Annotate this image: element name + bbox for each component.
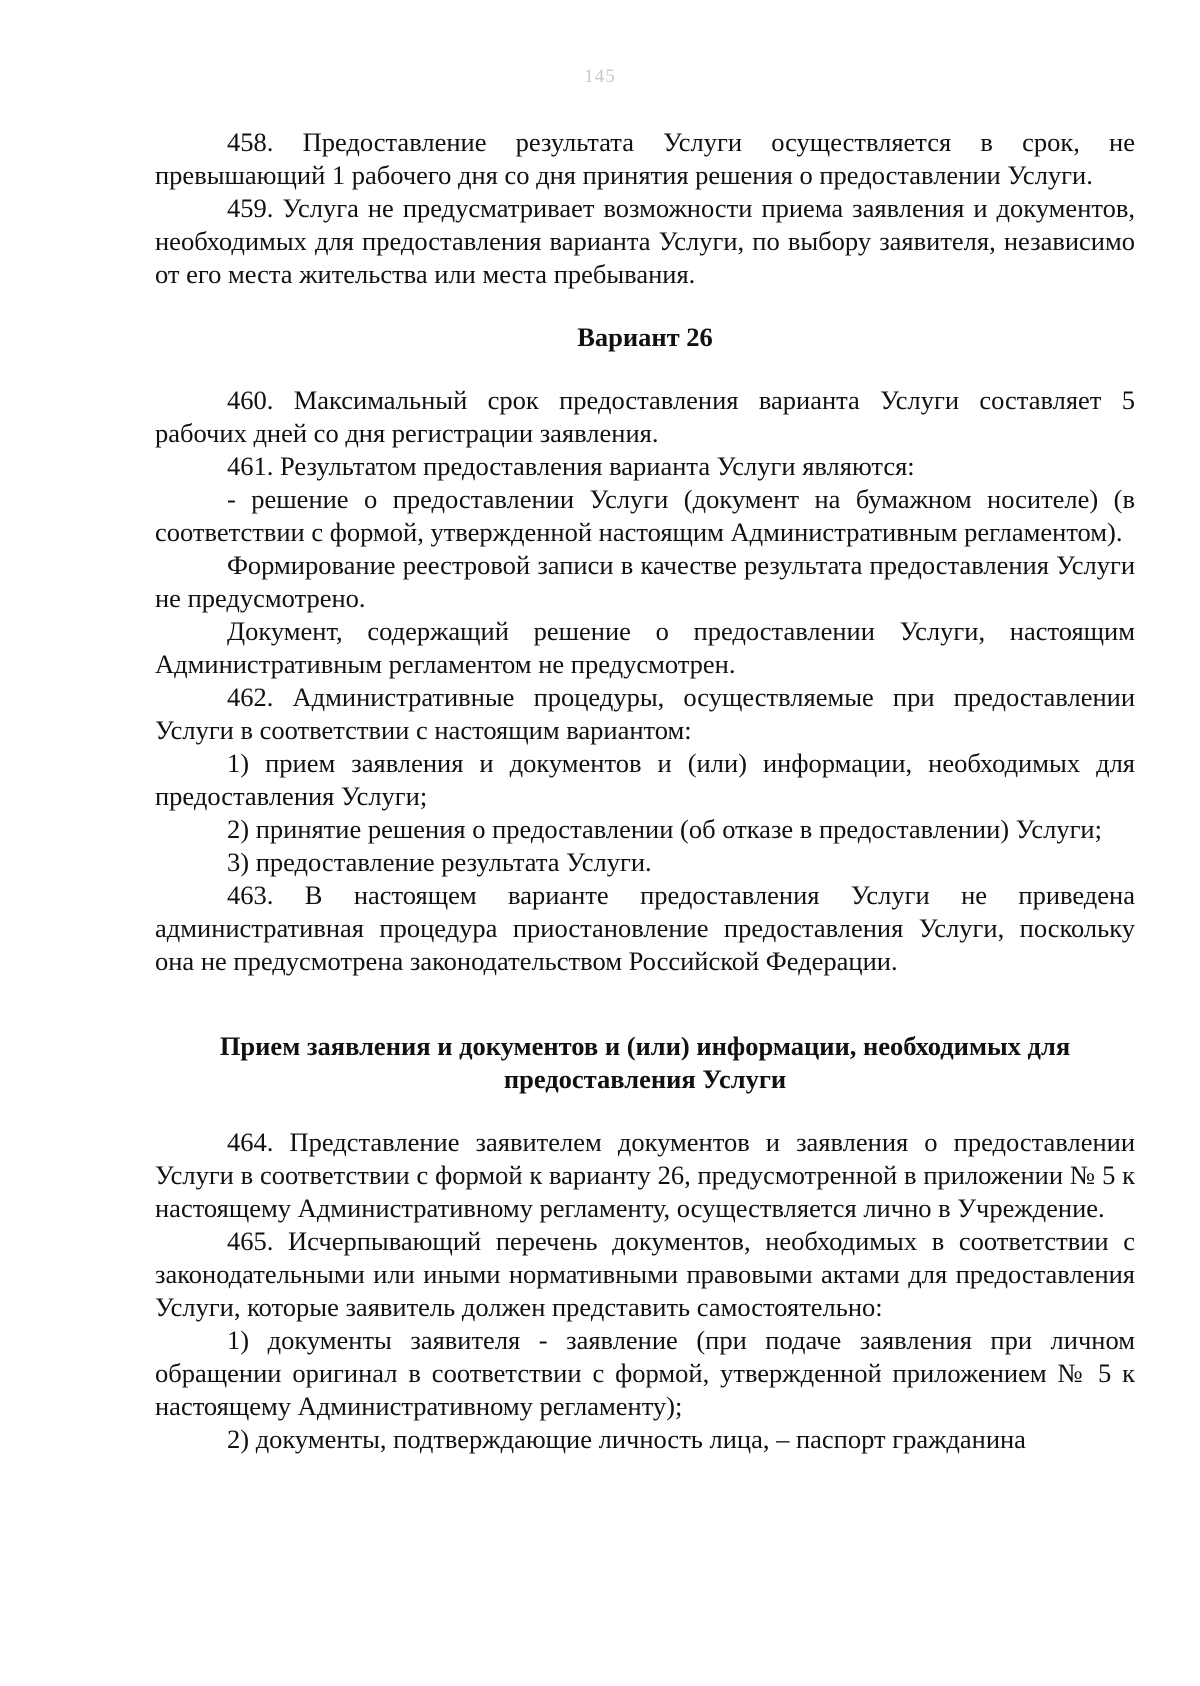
paragraph-464: 464. Представление заявителем документов и заявления о предоставлении Услуги в соответствии с формой к варианту 26, предусмотренной в приложении № 5 к настоящему Административному регламенту, осуществляется лично в Учреждение. (155, 1127, 1135, 1223)
paragraph-458: 458. Предоставление результата Услуги осуществляется в срок, не превышающий 1 рабочего дня со дня принятия решения о предоставлении Услуги. (155, 127, 1135, 190)
paragraph-465: 465. Исчерпывающий перечень документов, необходимых в соответствии с законодательными или иными нормативными правовыми актами для предоставления Услуги, которые заявитель должен представить самостоятельно: (155, 1226, 1135, 1322)
document-body (155, 126, 1135, 1456)
list-item-462-1: 1) прием заявления и документов и (или) информации, необходимых для предоставления Услуги; (155, 748, 1135, 811)
variant-heading: Вариант 26 (577, 322, 713, 352)
paragraph-463: 463. В настоящем варианте предоставления Услуги не приведена административная процедура приостановление предоставления Услуги, поскольку она не предусмотрена законодательством Российской Федерации. (155, 880, 1135, 976)
paragraph-462: 462. Административные процедуры, осуществляемые при предоставлении Услуги в соответствии с настоящим вариантом: (155, 682, 1135, 745)
paragraph-459: 459. Услуга не предусматривает возможности приема заявления и документов, необходимых для предоставления варианта Услуги, по выбору заявителя, независимо от его места жительства или места пребывания. (155, 193, 1135, 289)
paragraph-461: 461. Результатом предоставления варианта Услуги являются: (227, 451, 915, 481)
list-item-462-3: 3) предоставление результата Услуги. (227, 847, 652, 877)
section-heading-line-1: Прием заявления и документов и (или) информации, необходимых для (219, 1031, 1071, 1061)
section-heading (155, 1030, 1135, 1096)
paragraph-461-result: - решение о предоставлении Услуги (документ на бумажном носителе) (в соответствии с формой, утвержденной настоящим Административным регламентом). (155, 484, 1135, 547)
list-item-465-1: 1) документы заявителя - заявление (при подаче заявления при личном обращении оригинал в соответствии с формой, утвержденной приложением № 5 к настоящему Административному регламенту); (155, 1325, 1135, 1421)
paragraph-460: 460. Максимальный срок предоставления варианта Услуги составляет 5 рабочих дней со дня регистрации заявления. (155, 385, 1135, 448)
section-heading-line-2: предоставления Услуги (503, 1064, 787, 1094)
paragraph-registry-record: Формирование реестровой записи в качестве результата предоставления Услуги не предусмотрено. (155, 550, 1135, 613)
list-item-465-2: 2) документы, подтверждающие личность лица, – паспорт гражданина (227, 1424, 1026, 1454)
list-item-462-2: 2) принятие решения о предоставлении (об отказе в предоставлении) Услуги; (227, 814, 1102, 844)
paragraph-decision-document: Документ, содержащий решение о предоставлении Услуги, настоящим Административным регламентом не предусмотрен. (155, 616, 1135, 679)
page-number: 145 (584, 66, 616, 87)
